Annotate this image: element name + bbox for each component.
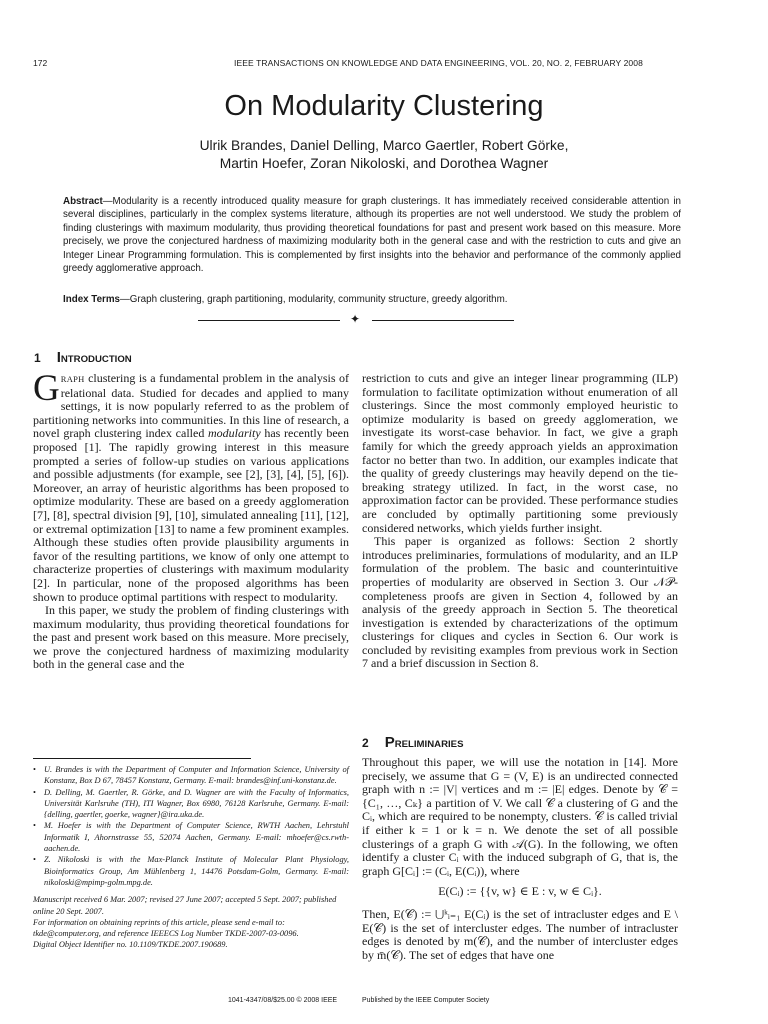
reprint-info: For information on obtaining reprints of this article, please send e-mail to: tkde@computer.org, and reference IEEECS Log Number TKDE-2007-03-0096.	[33, 917, 299, 939]
footnote-affiliation-2	[33, 787, 349, 821]
paper-title: On Modularity Clustering	[224, 90, 544, 122]
intro-paragraph-1	[33, 368, 349, 604]
footnote-affiliation-1	[33, 764, 349, 787]
intro-paragraph-4	[362, 535, 678, 671]
abstract-text: —Modularity is a recently introduced quality measure for graph clusterings. It has immediately received considerable attention in several disciplines, particularly in the complex systems literature, although its properties are not well understood. We study the problem of finding clusterings with maximum modularity, thus providing theoretical foundations for past and present work based on this measure. More precisely, we prove the conjectured hardness of maximizing modularity both in the general case and with the restriction to cuts and give an Integer Linear Programming formulation. This is complemented by first insights into the behavior and performance of the commonly applied greedy agglomerative approach.	[63, 196, 681, 275]
authors-line-1: Ulrik Brandes, Daniel Delling, Marco Gaertler, Robert Görke,	[199, 138, 569, 153]
section-title-rest: RELIMINARIES	[394, 739, 464, 750]
publisher-line: Published by the IEEE Computer Society	[362, 997, 490, 1004]
dropcap-letter: G	[33, 368, 60, 409]
section-number: 1	[34, 351, 41, 365]
term-modularity: modularity	[208, 426, 261, 441]
bullet-icon: •	[33, 787, 36, 797]
page-number: 172	[33, 58, 48, 68]
section-title-initial: I	[56, 349, 61, 366]
equation-intracluster-edges: E(Cᵢ) := {{v, w} ∈ E : v, w ∈ Cᵢ}.	[438, 884, 602, 899]
authors-line-2: Martin Hoefer, Zoran Nikoloski, and Dorothea Wagner	[219, 156, 549, 171]
bullet-icon: •	[33, 765, 36, 774]
footnote-text: Z. Nikoloski is with the Max-Planck Institute of Molecular Plant Physiology, Bioinformatics Group, Am Mühlenberg 1, 14476 Potsdam-Golm, Germany. E-mail: nikoloski@mpimp-golm.mpg.de.	[44, 855, 349, 887]
section-number: 2	[362, 736, 369, 750]
copyright-line: 1041-4347/08/$25.00 © 2008 IEEE	[228, 997, 338, 1004]
preliminaries-paragraph-2: Then, E(𝒞) := ⋃ᵏᵢ₌₁ E(Cᵢ) is the set of intracluster edges and E \ E(𝒞) is the set of intercluster edges. The number of intracluster edges is denoted by m(𝒞), and the number of intercluster edges by m̄(𝒞). The set of edges that have one	[362, 906, 678, 962]
section-title-rest: NTRODUCTION	[60, 354, 132, 365]
left-column-text	[33, 368, 349, 672]
divider-left-rule	[198, 320, 340, 321]
divider-ornament-icon: ✦	[349, 312, 361, 326]
bullet-icon: •	[33, 855, 36, 865]
footnote-rule	[33, 758, 251, 759]
right-column-text-bottom	[362, 756, 678, 962]
section-heading-introduction	[34, 349, 132, 366]
organization-text-a: This paper is organized as follows: Section 2 shortly introduces preliminaries, formulations of modularity, and an ILP formulation of the problem. The basic and counterintuitive properties of modularity are observed in Section 3. Our	[362, 534, 678, 589]
footnote-text: D. Delling, M. Gaertler, R. Görke, and D. Wagner are with the Faculty of Informatics, Universität Karlsruhe (TH), ITI Wagner, Box 6980, 76128 Karlsruhe, Germany. E-mail: {delling, gaertler, goerke, wagner}@ira.uka.de.	[44, 787, 349, 820]
footnote-affiliation-3	[33, 820, 349, 854]
footnote-text: U. Brandes is with the Department of Computer and Information Science, University of Konstanz, Box D 67, 78457 Konstanz, Germany. E-mail: brandes@inf.uni-konstanz.de.	[44, 765, 349, 786]
divider-right-rule	[372, 320, 514, 321]
np-symbol: 𝒩𝒫	[653, 574, 674, 589]
organization-text-b: -completeness proofs are given in Section 4, followed by an analysis of the greedy approach in Section 5. The theoretical investigation is extended by characterizations of the optimum clusterings for cliques and cycles in Section 6. Our work is concluded by revisiting examples from previous work in Section 7 and a brief discussion in Section 8.	[362, 574, 678, 671]
abstract	[63, 195, 681, 275]
preliminaries-paragraph-1: Throughout this paper, we will use the notation in [14]. More precisely, we assume that G = (V, E) is an undirected connected graph with n := |V| vertices and m := |E| edges. Denote by 𝒞 = {C₁, …, Cₖ} a partition of V. We call 𝒞 a clustering of G and the Cᵢ, which are required to be nonempty, clusters. 𝒞 is called trivial if either k = 1 or k = n. We denote the set of all possible clusterings of a graph G with 𝒜(G). In the following, we often identify a cluster Cᵢ with the induced subgraph of G, that is, the graph G[Cᵢ] := (Cᵢ, E(Cᵢ)), where	[362, 755, 678, 878]
section-heading-preliminaries	[362, 734, 463, 751]
running-head: IEEE TRANSACTIONS ON KNOWLEDGE AND DATA ENGINEERING, VOL. 20, NO. 2, FEBRUARY 2008	[234, 58, 643, 68]
bullet-icon: •	[33, 821, 36, 831]
intro-text-b: has recently been proposed [1]. The rapidly growing interest in this measure prompted a series of follow-up studies on various applications and possible adjustments (for example, see [2], [3], [4], [5], [6]). Moreover, an array of heuristic algorithms has been proposed to optimize modularity. These are based on a greedy agglomeration [7], [8], spectral division [9], [10], simulated annealing [11], [12], or extremal optimization [13] to name a few prominent examples. Although these studies often provide plausibility arguments in favor of the resulting partitions, we know of only one attempt to characterize properties of clusterings with maximum modularity [2]. In particular, none of the proposed algorithms has been shown to produce optimal partitions with respect to modularity.	[33, 426, 349, 604]
section-title-initial: P	[384, 734, 395, 751]
footnotes	[33, 764, 349, 951]
right-column-text-top	[362, 372, 678, 671]
doi: Digital Object Identifier no. 10.1109/TKDE.2007.190689.	[33, 940, 228, 950]
index-terms-label: Index Terms	[63, 294, 120, 305]
dropcap-word-rest: RAPH	[60, 374, 85, 384]
intro-text-a: clustering is a fundamental problem in the analysis of relational data. Studied for decades and applied to many settings, it is now popularly referred to as the problem of partitioning networks into communities. In this line of research, a novel graph clustering index called	[33, 371, 349, 441]
intro-paragraph-2: In this paper, we study the problem of finding clusterings with maximum modularity, thus providing theoretical foundations for the past and present work based on this measure. More precisely, we prove the conjectured hardness of maximizing modularity both in the general case and the	[33, 603, 349, 672]
index-terms-text: —Graph clustering, graph partitioning, modularity, community structure, greedy algorithm.	[120, 294, 508, 305]
manuscript-dates: Manuscript received 6 Mar. 2007; revised 27 June 2007; accepted 5 Sept. 2007; published online 20 Sept. 2007.	[33, 895, 337, 916]
index-terms	[63, 293, 681, 306]
footnote-affiliation-4	[33, 854, 349, 888]
footnote-text: M. Hoefer is with the Department of Computer Science, RWTH Aachen, Lehrstuhl Informatik I, Ahornstrasse 55, 52074 Aachen, Germany. E-mail: mhoefer@cs.rwth-aachen.de.	[44, 821, 349, 854]
abstract-label: Abstract	[63, 196, 103, 207]
manuscript-notes	[33, 894, 349, 950]
intro-paragraph-3: restriction to cuts and give an integer linear programming (ILP) formulation to facilitate optimization without enumeration of all clusterings. Since the most commonly employed heuristic to optimize modularity is based on greedy agglomeration, we investigate its worst-case behavior. In fact, we give a graph family for which the greedy approach yields an approximation factor no better than two. In addition, our examples indicate that the quality of greedy clusterings may heavily depend on the tie-breaking strategy utilized. In fact, in the worst case, no approximation factor can be provided. These performance studies are concluded by optimally partitioning some previously considered networks, which yields further insight.	[362, 371, 678, 535]
